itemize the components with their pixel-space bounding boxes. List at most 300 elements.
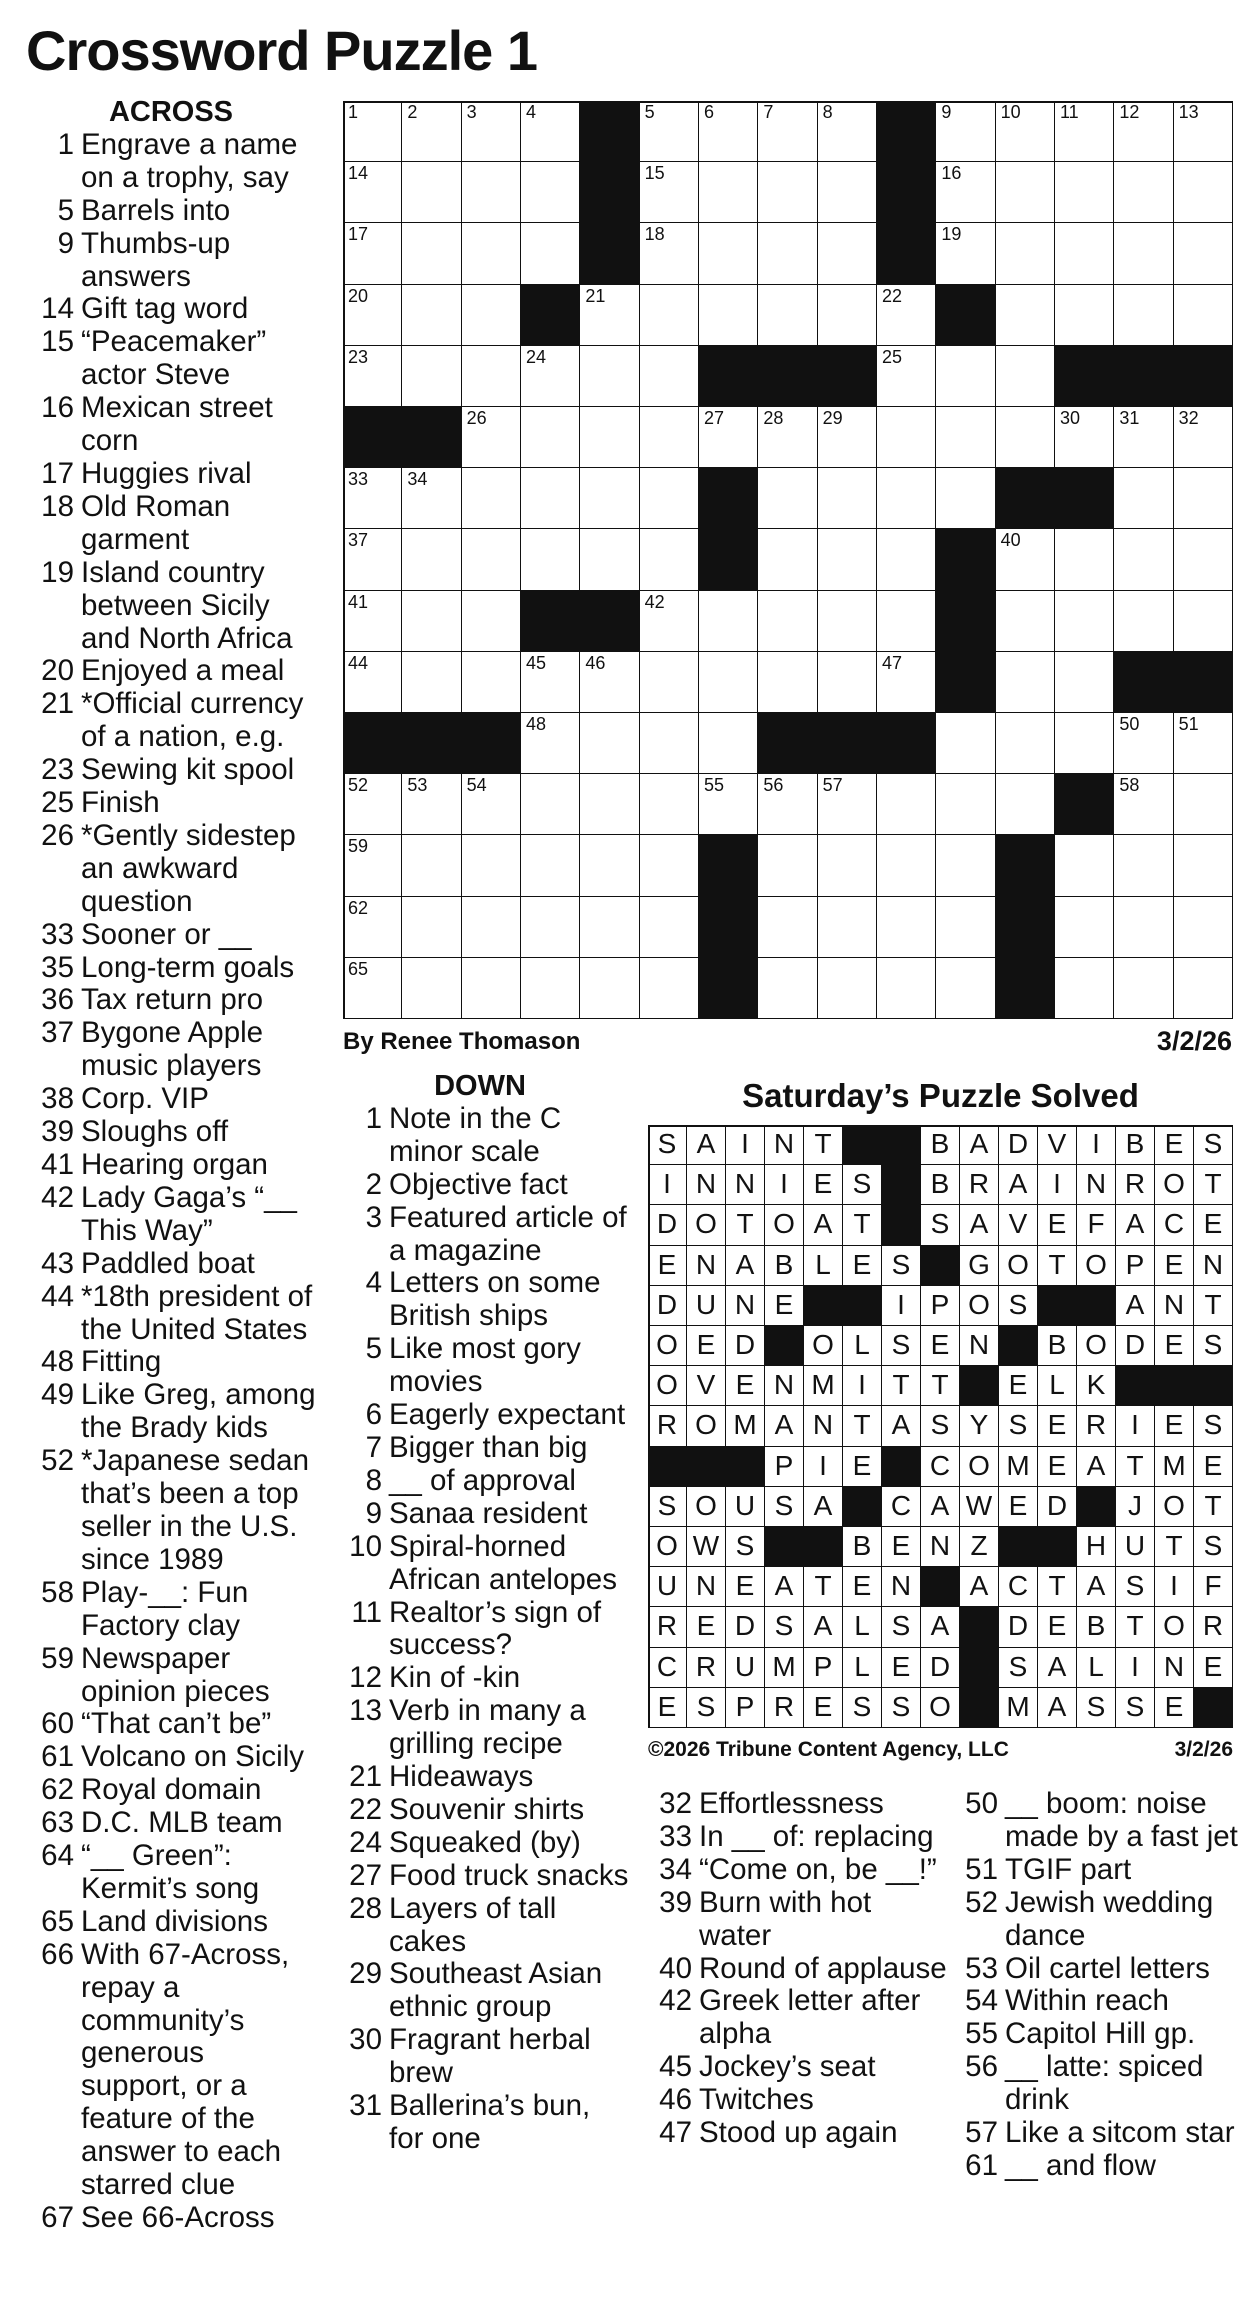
grid-cell[interactable] [462, 835, 521, 896]
grid-cell[interactable] [996, 285, 1055, 346]
grid-cell[interactable] [1174, 162, 1233, 223]
grid-cell[interactable] [580, 285, 639, 346]
grid-cell[interactable] [640, 346, 699, 407]
clue-text: *Gently sidestep an awkward question [81, 818, 296, 918]
grid-cell[interactable] [936, 897, 995, 958]
grid-cell[interactable] [402, 652, 461, 713]
grid-block [1174, 652, 1233, 713]
grid-cell[interactable] [1114, 223, 1173, 284]
grid-cell[interactable] [699, 223, 758, 284]
grid-cell[interactable] [640, 223, 699, 284]
solution-cell: D [726, 1607, 765, 1647]
grid-cell[interactable] [580, 652, 639, 713]
grid-cell[interactable] [936, 346, 995, 407]
grid-block [1055, 346, 1114, 407]
grid-cell[interactable] [402, 958, 461, 1019]
grid-cell[interactable] [521, 162, 580, 223]
solution-cell: R [1194, 1607, 1233, 1647]
clue-number: 65 [41, 1904, 74, 1938]
grid-cell[interactable] [758, 529, 817, 590]
grid-cell[interactable] [462, 285, 521, 346]
grid-cell[interactable] [1174, 468, 1233, 529]
grid-cell[interactable] [877, 285, 936, 346]
grid-cell[interactable] [758, 468, 817, 529]
solution-cell: M [999, 1447, 1038, 1487]
clue-text: Island country between Sicily and North Africa [81, 555, 293, 655]
grid-cell[interactable] [462, 652, 521, 713]
grid-cell[interactable] [996, 223, 1055, 284]
clue-number: 18 [41, 489, 74, 523]
solution-cell: R [960, 1165, 999, 1205]
down-heading: DOWN [434, 1070, 526, 1102]
grid-cell[interactable] [640, 897, 699, 958]
grid-cell[interactable] [699, 713, 758, 774]
grid-cell[interactable] [877, 897, 936, 958]
grid-cell[interactable] [1114, 835, 1173, 896]
solution-cell: M [999, 1688, 1038, 1728]
grid-cell[interactable] [521, 958, 580, 1019]
grid-cell[interactable] [462, 897, 521, 958]
solution-block [1194, 1688, 1233, 1728]
grid-cell[interactable] [818, 162, 877, 223]
grid-cell[interactable] [818, 223, 877, 284]
clue-text: “__ Green”: Kermit’s song [81, 1839, 260, 1905]
grid-cell[interactable] [640, 101, 699, 162]
grid-cell[interactable] [996, 591, 1055, 652]
grid-cell[interactable] [1055, 958, 1114, 1019]
solution-cell: E [1194, 1205, 1233, 1245]
solution-cell: N [1155, 1286, 1194, 1326]
clue-text: Twitches [699, 2083, 814, 2117]
grid-cell[interactable] [1055, 713, 1114, 774]
grid-cell[interactable] [818, 529, 877, 590]
grid-cell[interactable] [877, 407, 936, 468]
grid-cell[interactable] [996, 713, 1055, 774]
solution-cell: O [648, 1527, 687, 1567]
grid-cell[interactable] [1114, 958, 1173, 1019]
grid-cell[interactable] [343, 285, 402, 346]
grid-cell[interactable] [1055, 897, 1114, 958]
cell-number: 13 [1178, 102, 1199, 122]
clue-number: 61 [41, 1740, 74, 1774]
grid-cell[interactable] [758, 958, 817, 1019]
solution-cell: A [765, 1406, 804, 1446]
grid-cell[interactable] [402, 162, 461, 223]
solution-cell: U [726, 1487, 765, 1527]
clue-number: 40 [659, 1951, 692, 1985]
grid-cell[interactable] [996, 652, 1055, 713]
grid-cell[interactable] [1055, 223, 1114, 284]
clue-number: 19 [41, 555, 74, 589]
grid-cell[interactable] [402, 835, 461, 896]
grid-cell[interactable] [1114, 285, 1173, 346]
grid-cell[interactable] [1055, 529, 1114, 590]
solution-cell: E [804, 1165, 843, 1205]
grid-cell[interactable] [758, 835, 817, 896]
solution-cell: S [843, 1688, 882, 1728]
grid-cell[interactable] [936, 713, 995, 774]
grid-cell[interactable] [521, 407, 580, 468]
clue-number: 67 [41, 2201, 74, 2234]
grid-cell[interactable] [936, 407, 995, 468]
grid-cell[interactable] [580, 407, 639, 468]
grid-cell[interactable] [699, 407, 758, 468]
grid-cell[interactable] [1114, 407, 1173, 468]
grid-cell[interactable] [818, 101, 877, 162]
grid-cell[interactable] [462, 407, 521, 468]
grid-cell[interactable] [343, 835, 402, 896]
grid-cell[interactable] [521, 835, 580, 896]
grid-cell[interactable] [1114, 713, 1173, 774]
grid-cell[interactable] [1055, 652, 1114, 713]
grid-cell[interactable] [877, 468, 936, 529]
solution-cell: D [999, 1607, 1038, 1647]
grid-cell[interactable] [1114, 774, 1173, 835]
clue-item [956, 2150, 1256, 2183]
grid-cell[interactable] [521, 101, 580, 162]
grid-cell[interactable] [402, 774, 461, 835]
grid-cell[interactable] [580, 774, 639, 835]
grid-cell[interactable] [1174, 591, 1233, 652]
grid-cell[interactable] [758, 223, 817, 284]
grid-cell[interactable] [936, 101, 995, 162]
solution-cell: L [843, 1326, 882, 1366]
solution-cell: E [687, 1326, 726, 1366]
grid-cell[interactable] [758, 897, 817, 958]
solution-cell: D [921, 1648, 960, 1688]
grid-cell[interactable] [580, 835, 639, 896]
grid-cell[interactable] [1174, 407, 1233, 468]
clue-item [648, 1788, 948, 1821]
clue-number: 11 [351, 1595, 382, 1629]
clue-text: Sewing kit spool [81, 753, 295, 787]
solution-cell: S [999, 1286, 1038, 1326]
grid-cell[interactable] [640, 468, 699, 529]
grid-cell[interactable] [402, 591, 461, 652]
grid-cell[interactable] [996, 774, 1055, 835]
clue-number: 8 [365, 1463, 382, 1497]
solution-block [804, 1527, 843, 1567]
grid-cell[interactable] [462, 529, 521, 590]
grid-cell[interactable] [1055, 835, 1114, 896]
grid-cell[interactable] [640, 162, 699, 223]
clue-number: 38 [41, 1082, 74, 1116]
solution-cell: U [726, 1648, 765, 1688]
grid-cell[interactable] [402, 285, 461, 346]
grid-cell[interactable] [877, 529, 936, 590]
grid-block [521, 591, 580, 652]
clue-number: 53 [965, 1951, 998, 1985]
grid-cell[interactable] [343, 529, 402, 590]
grid-cell[interactable] [1174, 835, 1233, 896]
grid-cell[interactable] [818, 468, 877, 529]
grid-cell[interactable] [1174, 713, 1233, 774]
solution-cell: C [999, 1567, 1038, 1607]
grid-cell[interactable] [818, 652, 877, 713]
solution-cell: L [843, 1648, 882, 1688]
grid-cell[interactable] [818, 958, 877, 1019]
clue-item [330, 1695, 630, 1761]
clue-text: Lady Gaga’s “__ This Way” [81, 1180, 297, 1247]
grid-cell[interactable] [877, 346, 936, 407]
grid-cell[interactable] [936, 774, 995, 835]
clue-number: 3 [365, 1200, 382, 1234]
clue-number: 27 [349, 1858, 382, 1892]
clue-item [26, 1083, 316, 1116]
grid-cell[interactable] [699, 774, 758, 835]
grid-cell[interactable] [640, 835, 699, 896]
grid-cell[interactable] [343, 101, 402, 162]
solution-cell: P [1116, 1246, 1155, 1286]
grid-cell[interactable] [521, 468, 580, 529]
grid-cell[interactable] [521, 223, 580, 284]
grid-cell[interactable] [936, 162, 995, 223]
clue-number: 7 [365, 1430, 382, 1464]
grid-cell[interactable] [521, 713, 580, 774]
grid-cell[interactable] [936, 958, 995, 1019]
grid-cell[interactable] [877, 958, 936, 1019]
grid-cell[interactable] [580, 713, 639, 774]
grid-cell[interactable] [640, 713, 699, 774]
grid-cell[interactable] [818, 591, 877, 652]
clue-number: 6 [365, 1398, 382, 1432]
solution-cell: I [726, 1125, 765, 1165]
grid-cell[interactable] [1174, 958, 1233, 1019]
cell-number: 11 [1060, 102, 1079, 122]
grid-cell[interactable] [699, 101, 758, 162]
clue-number: 46 [659, 2083, 692, 2117]
grid-cell[interactable] [343, 897, 402, 958]
grid-cell[interactable] [818, 285, 877, 346]
grid-cell[interactable] [996, 407, 1055, 468]
cell-number: 3 [466, 102, 477, 122]
grid-cell[interactable] [640, 285, 699, 346]
clue-text: Fragrant herbal brew [389, 2023, 591, 2090]
solution-cell: T [921, 1366, 960, 1406]
clue-item [648, 2117, 948, 2150]
crossword-grid[interactable] [343, 101, 1233, 1019]
grid-cell[interactable] [758, 101, 817, 162]
solution-cell: A [1116, 1205, 1155, 1245]
clue-number: 61 [965, 2148, 998, 2182]
solution-cell: S [921, 1406, 960, 1446]
clue-number: 4 [365, 1266, 382, 1300]
grid-cell[interactable] [521, 529, 580, 590]
grid-cell[interactable] [521, 774, 580, 835]
grid-cell[interactable] [402, 346, 461, 407]
grid-cell[interactable] [758, 407, 817, 468]
grid-cell[interactable] [699, 652, 758, 713]
grid-cell[interactable] [462, 101, 521, 162]
solution-cell: T [1038, 1567, 1077, 1607]
solution-cell: R [765, 1688, 804, 1728]
grid-cell[interactable] [343, 223, 402, 284]
clue-item [26, 952, 316, 985]
grid-cell[interactable] [699, 285, 758, 346]
grid-cell[interactable] [936, 223, 995, 284]
grid-cell[interactable] [758, 162, 817, 223]
grid-cell[interactable] [758, 652, 817, 713]
grid-cell[interactable] [402, 101, 461, 162]
grid-cell[interactable] [1174, 897, 1233, 958]
solution-cell: L [804, 1246, 843, 1286]
cell-number: 59 [348, 836, 369, 857]
solution-cell: S [687, 1688, 726, 1728]
solution-cell: C [648, 1648, 687, 1688]
grid-cell[interactable] [699, 162, 758, 223]
cell-number: 47 [882, 652, 903, 673]
solution-cell: A [804, 1487, 843, 1527]
grid-cell[interactable] [758, 285, 817, 346]
grid-cell[interactable] [343, 162, 402, 223]
grid-cell[interactable] [640, 407, 699, 468]
clue-text: Old Roman garment [81, 489, 231, 556]
grid-cell[interactable] [1055, 162, 1114, 223]
grid-cell[interactable] [818, 897, 877, 958]
grid-cell[interactable] [818, 407, 877, 468]
clue-text: Newspaper opinion pieces [81, 1641, 270, 1708]
grid-cell[interactable] [1114, 468, 1173, 529]
grid-cell[interactable] [1174, 285, 1233, 346]
clue-text: Burn with hot water [699, 1885, 872, 1952]
grid-cell[interactable] [462, 223, 521, 284]
clue-number: 47 [659, 2116, 692, 2150]
grid-cell[interactable] [758, 774, 817, 835]
clue-item [648, 1821, 948, 1854]
clue-item [26, 1281, 316, 1347]
solution-cell: T [804, 1567, 843, 1607]
clue-number: 56 [965, 2050, 998, 2084]
grid-cell[interactable] [877, 774, 936, 835]
clue-text: Corp. VIP [81, 1082, 209, 1116]
solution-cell: S [1116, 1567, 1155, 1607]
grid-cell[interactable] [462, 774, 521, 835]
clue-number: 42 [659, 1984, 692, 2018]
clue-item [26, 1840, 316, 1906]
cell-number: 21 [585, 285, 606, 306]
grid-cell[interactable] [580, 958, 639, 1019]
solution-cell: E [882, 1648, 921, 1688]
grid-cell[interactable] [640, 774, 699, 835]
grid-cell[interactable] [1174, 223, 1233, 284]
grid-cell[interactable] [1114, 101, 1173, 162]
grid-cell[interactable] [996, 162, 1055, 223]
grid-cell[interactable] [877, 652, 936, 713]
grid-block [877, 162, 936, 223]
clue-item [956, 1854, 1256, 1887]
grid-cell[interactable] [402, 223, 461, 284]
grid-cell[interactable] [343, 346, 402, 407]
grid-cell[interactable] [818, 774, 877, 835]
grid-cell[interactable] [1174, 101, 1233, 162]
solution-cell: E [804, 1688, 843, 1728]
grid-cell[interactable] [1114, 897, 1173, 958]
grid-cell[interactable] [521, 346, 580, 407]
grid-cell[interactable] [462, 591, 521, 652]
solution-cell: T [1155, 1527, 1194, 1567]
grid-cell[interactable] [343, 468, 402, 529]
grid-cell[interactable] [1174, 774, 1233, 835]
clue-item [26, 1116, 316, 1149]
grid-cell[interactable] [580, 468, 639, 529]
clue-number: 33 [41, 917, 74, 951]
clue-item [26, 1906, 316, 1939]
grid-cell[interactable] [402, 529, 461, 590]
clue-item [330, 1465, 630, 1498]
grid-cell[interactable] [699, 591, 758, 652]
grid-cell[interactable] [1055, 591, 1114, 652]
grid-cell[interactable] [1055, 285, 1114, 346]
clue-text: Like a sitcom star [1005, 2116, 1235, 2150]
solution-grid [648, 1125, 1233, 1728]
cell-number: 17 [348, 224, 369, 245]
grid-cell[interactable] [1055, 101, 1114, 162]
grid-cell[interactable] [343, 958, 402, 1019]
grid-cell[interactable] [462, 468, 521, 529]
solution-cell: V [687, 1366, 726, 1406]
grid-cell[interactable] [343, 591, 402, 652]
grid-cell[interactable] [580, 346, 639, 407]
solution-cell: E [726, 1567, 765, 1607]
grid-cell[interactable] [521, 652, 580, 713]
clue-item [26, 1643, 316, 1709]
grid-cell[interactable] [877, 835, 936, 896]
grid-cell[interactable] [936, 468, 995, 529]
grid-cell[interactable] [640, 591, 699, 652]
grid-cell[interactable] [580, 897, 639, 958]
solution-cell: L [1077, 1648, 1116, 1688]
grid-cell[interactable] [640, 958, 699, 1019]
grid-cell[interactable] [462, 162, 521, 223]
grid-cell[interactable] [1114, 162, 1173, 223]
grid-block [877, 223, 936, 284]
solution-cell: O [687, 1487, 726, 1527]
grid-cell[interactable] [640, 652, 699, 713]
grid-cell[interactable] [1114, 529, 1173, 590]
grid-cell[interactable] [402, 468, 461, 529]
solution-cell: O [960, 1447, 999, 1487]
grid-cell[interactable] [462, 958, 521, 1019]
grid-cell[interactable] [462, 346, 521, 407]
grid-cell[interactable] [343, 652, 402, 713]
clue-number: 16 [41, 391, 74, 425]
grid-cell[interactable] [818, 835, 877, 896]
clue-item [26, 195, 316, 228]
grid-cell[interactable] [402, 897, 461, 958]
grid-cell[interactable] [996, 101, 1055, 162]
clue-item [26, 1939, 316, 2202]
grid-cell[interactable] [1174, 529, 1233, 590]
grid-block [936, 529, 995, 590]
grid-cell[interactable] [936, 835, 995, 896]
cell-number: 10 [1000, 102, 1021, 122]
grid-cell[interactable] [580, 529, 639, 590]
grid-cell[interactable] [640, 529, 699, 590]
cell-number: 41 [348, 591, 369, 612]
grid-cell[interactable] [996, 346, 1055, 407]
grid-cell[interactable] [996, 529, 1055, 590]
grid-cell[interactable] [758, 591, 817, 652]
grid-block [580, 162, 639, 223]
grid-block [818, 713, 877, 774]
grid-cell[interactable] [521, 897, 580, 958]
grid-cell[interactable] [1114, 591, 1173, 652]
grid-cell[interactable] [343, 774, 402, 835]
grid-cell[interactable] [1055, 407, 1114, 468]
solution-cell: N [1155, 1648, 1194, 1688]
grid-cell[interactable] [877, 591, 936, 652]
clue-number: 21 [41, 687, 74, 721]
